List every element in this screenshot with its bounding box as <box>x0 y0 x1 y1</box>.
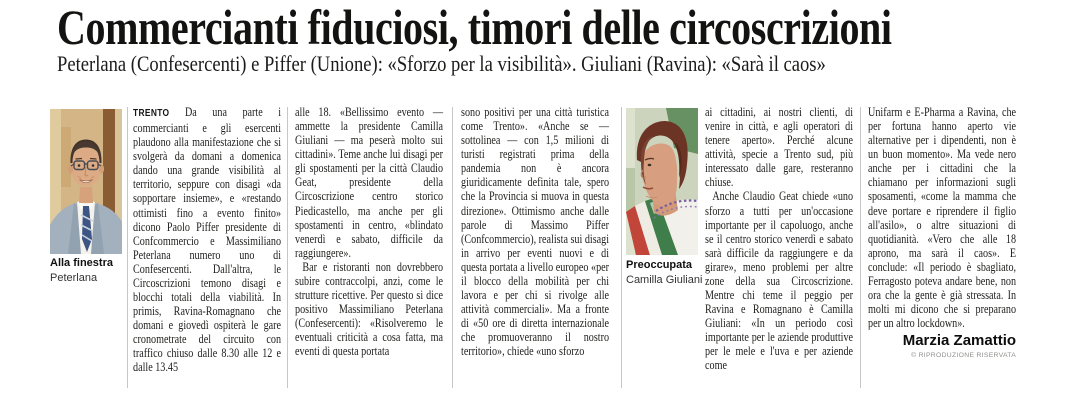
caption-subject: Peterlana <box>50 271 98 284</box>
paragraph: Anche Claudio Geat chiede «uno sforzo a tutti per un'occasione importante per il capoluogo, anche se il centro storico venerdì e sabato sarà difficile da raggiungere e da girare», meno problemi per altre zone della sua Circoscrizione. Mentre chi teme il peggio per Ravina e Romagnano è Camilla Giuliani: «In un periodo così importante per le aziende produttive per le mele e l'uva e per aziende come <box>705 189 854 373</box>
dateline: TRENTO <box>133 108 170 119</box>
paragraph-text: Da una parte i commercianti e gli esercenti plaudono alla manifestazione che si svolgerà da domani a domenica dando una grande visibilità al territorio, seppure con disagi «da sopportare insieme», e «restando ottimisti fino a evento finito» dicono Paolo Piffer presidente di Confcommercio e Massimiliano Peterlana numero uno di Confesercenti. Dall'altra, le Circoscrizioni temono disagi e blocchi totali della viabilità. In primis, Ravina-Romagnano che domani e giovedì ospiterà le gare cronometrate del circuito con traffico chiuso dalle 8.30 alle 12 e dalle 13.45 <box>133 105 282 375</box>
photo-caption-peterlana <box>50 256 125 285</box>
column-divider <box>127 107 128 388</box>
subheadline: Peterlana (Confesercenti) e Piffer (Unione): «Sforzo per la visibilità». Giuliani (Ravina): «Sarà il caos» <box>57 51 826 76</box>
article-column-4 <box>705 105 853 372</box>
caption-title: Preoccupata <box>626 259 693 271</box>
article-column-3 <box>461 105 609 358</box>
headline: Commercianti fiduciosi, timori delle circoscrizioni <box>57 0 892 55</box>
article-column-1 <box>133 105 281 374</box>
photo-peterlana-illustration <box>50 109 122 254</box>
paragraph: alle 18. «Bellissimo evento — ammette la presidente Camilla Giuliani — ma peserà molto sui cittadini». Teme anche lui disagi per gli spostamenti per la città Claudio Geat, presidente della Circoscrizione centro storico Piedicastello, ma anche per gli spostamenti in centro, «blindato venerdì e sabato, difficile da raggiungere». <box>295 105 444 260</box>
article-column-5 <box>868 105 1016 363</box>
column-divider <box>287 107 288 388</box>
article-column-2 <box>295 105 443 358</box>
photo-giuliani <box>626 108 698 255</box>
caption-title: Alla finestra <box>50 257 113 269</box>
paragraph <box>133 105 281 374</box>
column-divider <box>621 107 622 388</box>
photo-giuliani-illustration <box>626 108 698 255</box>
column-divider <box>452 107 453 388</box>
photo-peterlana <box>50 109 122 254</box>
paragraph: ai cittadini, ai nostri clienti, di venire in città, e agli operatori di tenere aperto». Perché alcune attività, specie a Trento sud, più interessato dalle gare, resteranno chiuse. <box>705 105 854 190</box>
paragraph: Unifarm e E-Pharma a Ravina, che per fortuna hanno aperto vie alternative per i dipendenti, non è un buon momento». Ma vede nero anche per i cittadini che la chiamano per informazioni sugli sposamenti, «come la mamma che deve portare e riprendere il figlio all'asilo», o altre situazioni di quotidianità. «Vero che alle 18 aprono, ma sarà il caos». E conclude: «Il periodo è sbagliato, Ferragosto poteva andare bene, non ora che la gente è già stressata. In molti mi dicono che si preparano per un altro lockdown». <box>868 105 1017 331</box>
photo-caption-giuliani <box>626 258 716 287</box>
caption-subject: Camilla Giuliani <box>626 273 703 286</box>
byline: Marzia Zamattio <box>902 332 1017 350</box>
paragraph: sono positivi per una città turistica come Trento». «Anche se — sottolinea — con 1,5 milioni di turisti registrati prima della pandemia non è ancora giuridicamente definita tale, spero che la Provincia si muova in questa direzione». Ottimismo anche dalle parole di Massimo Piffer (Confcommercio), realista sui disagi in arrivo per eventi nuovi e di questa portata a livello europeo «per il blocco della mobilità per chi lavora e per chi si rivolge alle attività commerciali». Ma a fronte di «50 ore di diretta internazionale che promuoveranno il nostro territorio», chiede «uno sforzo <box>461 105 610 359</box>
paragraph: Bar e ristoranti non dovrebbero subire contraccolpi, anzi, come le strutture ricettive. Per questo si dice positivo Massimiliano Peterlana (Confesercenti): «Risolveremo le eventuali criticità a cosa fatta, ma eventi di questa portata <box>295 259 444 359</box>
copyright-notice: © RIPRODUZIONE RISERVATA <box>911 352 1017 360</box>
